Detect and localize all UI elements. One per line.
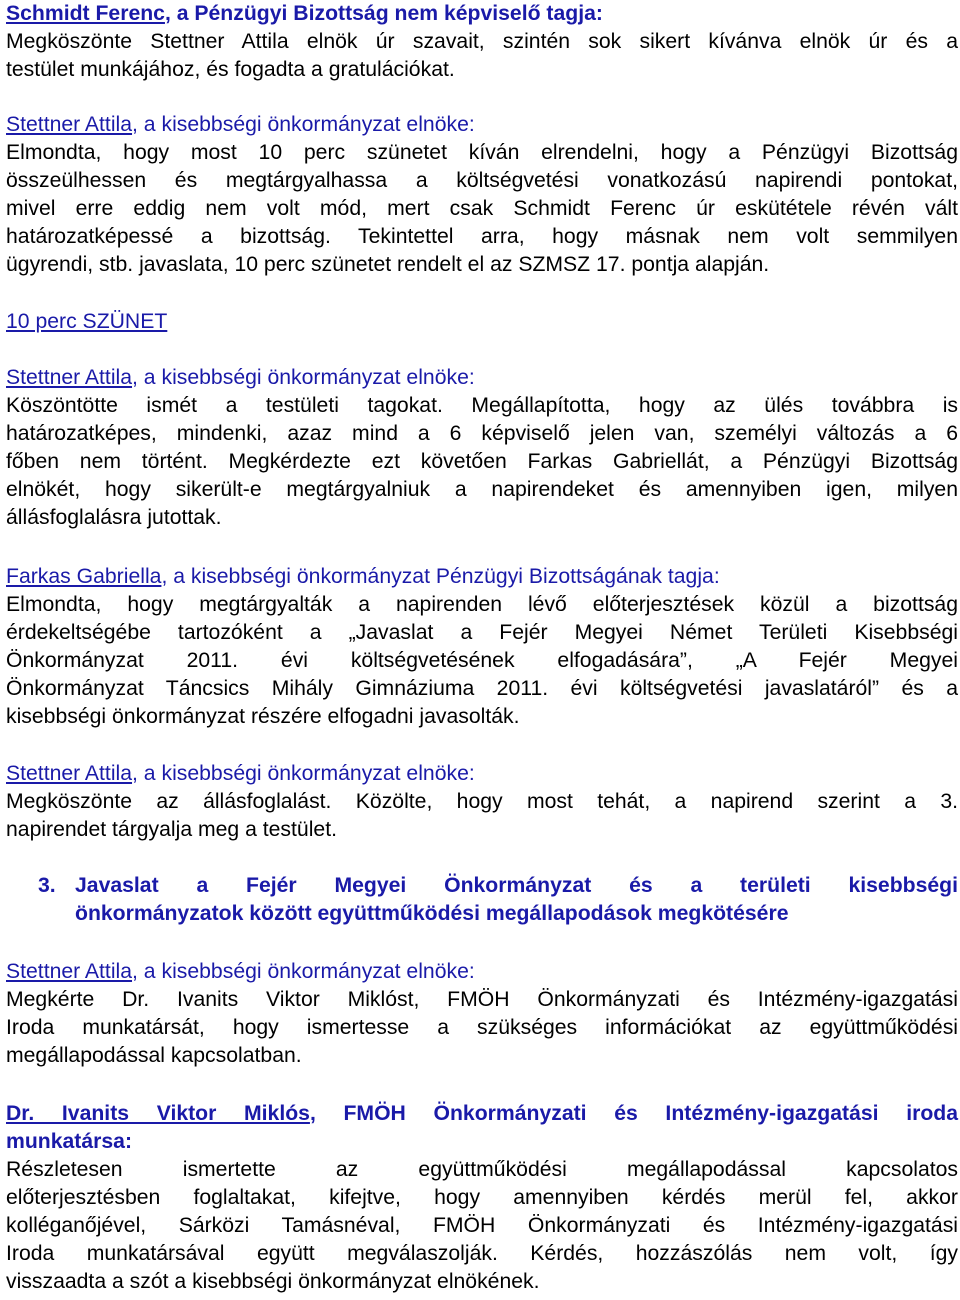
speaker-role: , a kisebbségi önkormányzat elnöke: (132, 960, 475, 983)
text-line: kisebbségi önkormányzat részére elfogadni javasolták. (6, 705, 520, 728)
text-line: Köszöntötte ismét a testületi tagokat. Megállapította, hogy az ülés továbbra is (6, 394, 958, 417)
text-line: előterjesztésben foglaltakat, kifejtve, hogy amennyiben kérdés merül fel, akkor (6, 1186, 958, 1209)
text-line: Megköszönte az állásfoglalást. Közölte, hogy most tehát, a napirend szerint a 3. (6, 790, 958, 813)
break-section (6, 308, 958, 336)
speaker-name: Stettner Attila (6, 960, 133, 983)
speaker-heading (6, 563, 958, 591)
text-line: határozatképessé a bizottság. Tekintettel arra, hogy másnak nem volt semmilyen (6, 225, 958, 248)
agenda-title-line: önkormányzatok között együttműködési megállapodások megkötésére (75, 902, 789, 925)
agenda-item (38, 872, 958, 928)
text-line: Megkérte Dr. Ivanits Viktor Miklóst, FMÖH Önkormányzati és Intézmény-igazgatási (6, 988, 958, 1011)
text-line: Elmondta, hogy most 10 perc szünetet kíván elrendelni, hogy a Pénzügyi Bizottság (6, 141, 958, 164)
agenda-number: 3. (38, 874, 56, 897)
text-line: testület munkájához, és fogadta a gratulációkat. (6, 58, 455, 81)
text-line: mivel erre eddig nem volt mód, mert csak Schmidt Ferenc úr eskütétele révén vált (6, 197, 958, 220)
text-line: megállapodással kapcsolatban. (6, 1044, 302, 1067)
text-line: Önkormányzat Táncsics Mihály Gimnáziuma 2011. évi költségvetési javaslatáról” és a (6, 677, 958, 700)
speaker-role: , a kisebbségi önkormányzat elnöke: (132, 366, 475, 389)
speaker-heading (6, 958, 958, 986)
speaker-role: , a kisebbségi önkormányzat elnöke: (132, 113, 475, 136)
speaker-name: Stettner Attila (6, 762, 133, 785)
speaker-heading-cont: munkatársa: (6, 1130, 132, 1153)
text-line: Iroda munkatársát, hogy ismertesse a szükséges információkat az együttműködési (6, 1016, 958, 1039)
text-line: Iroda munkatársával együtt megválaszolják. Kérdés, hozzászólás nem volt, így (6, 1242, 958, 1265)
speaker-role: , FMÖH Önkormányzati és Intézmény-igazgatási iroda (309, 1102, 958, 1125)
speaker-heading (6, 364, 958, 392)
text-line: ügyrendi, stb. javaslata, 10 perc szünetet rendelt el az SZMSZ 17. pontja alapján. (6, 253, 770, 276)
paragraph-stettner-1 (6, 111, 958, 279)
text-line: kolléganőjével, Sárközi Tamásnéval, FMÖH Önkormányzati és Intézmény-igazgatási (6, 1214, 958, 1237)
text-line: Önkormányzat 2011. évi költségvetésének elfogadására”, „A Fejér Megyei (6, 649, 958, 672)
speaker-heading (6, 0, 958, 28)
text-line: napirendet tárgyalja meg a testület. (6, 818, 337, 841)
speaker-name: Stettner Attila (6, 113, 133, 136)
paragraph-stettner-3 (6, 760, 958, 844)
break-label: 10 perc SZÜNET (6, 310, 168, 333)
speaker-name: Schmidt Ferenc (6, 2, 165, 25)
text-line: Elmondta, hogy megtárgyalták a napirenden lévő előterjesztések közül a bizottság (6, 593, 958, 616)
speaker-name: Stettner Attila (6, 366, 133, 389)
paragraph-stettner-2 (6, 364, 958, 532)
text-line: Megköszönte Stettner Attila elnök úr szavait, szintén sok sikert kívánva elnök úr és a (6, 30, 958, 53)
speaker-heading (6, 1100, 958, 1128)
text-line: érdekeltségébe tartozóként a „Javaslat a Fejér Megyei Német Területi Kisebbségi (6, 621, 958, 644)
text-line: elnökét, hogy sikerült-e megtárgyalniuk a napirendeket és amennyiben igen, milyen (6, 478, 958, 501)
speaker-role: , a kisebbségi önkormányzat elnöke: (132, 762, 475, 785)
speaker-heading (6, 760, 958, 788)
text-line: Részletesen ismertette az együttműködési megállapodással kapcsolatos (6, 1158, 958, 1181)
text-line: összeülhessen és megtárgyalhassa a költségvetési vonatkozású napirendi pontokat, (6, 169, 958, 192)
speaker-role: , a kisebbségi önkormányzat Pénzügyi Bizottságának tagja: (161, 565, 720, 588)
speaker-name: Dr. Ivanits Viktor Miklós (6, 1102, 310, 1125)
paragraph-stettner-4 (6, 958, 958, 1070)
text-line: állásfoglalásra jutottak. (6, 506, 222, 529)
speaker-role: , a Pénzügyi Bizottság nem képviselő tagja: (164, 2, 603, 25)
text-line: határozatképes, mindenki, azaz mind a 6 képviselő jelen van, személyi változás a 6 (6, 422, 958, 445)
speaker-heading (6, 111, 958, 139)
speaker-name: Farkas Gabriella (6, 565, 162, 588)
text-line: visszaadta a szót a kisebbségi önkormányzat elnökének. (6, 1270, 540, 1293)
agenda-title-line: Javaslat a Fejér Megyei Önkormányzat és a területi kisebbségi (75, 874, 958, 897)
paragraph-schmidt-1 (6, 0, 958, 84)
paragraph-farkas (6, 563, 958, 731)
paragraph-ivanits (6, 1100, 958, 1296)
text-line: főben nem történt. Megkérdezte ezt követően Farkas Gabriellát, a Pénzügyi Bizottság (6, 450, 958, 473)
